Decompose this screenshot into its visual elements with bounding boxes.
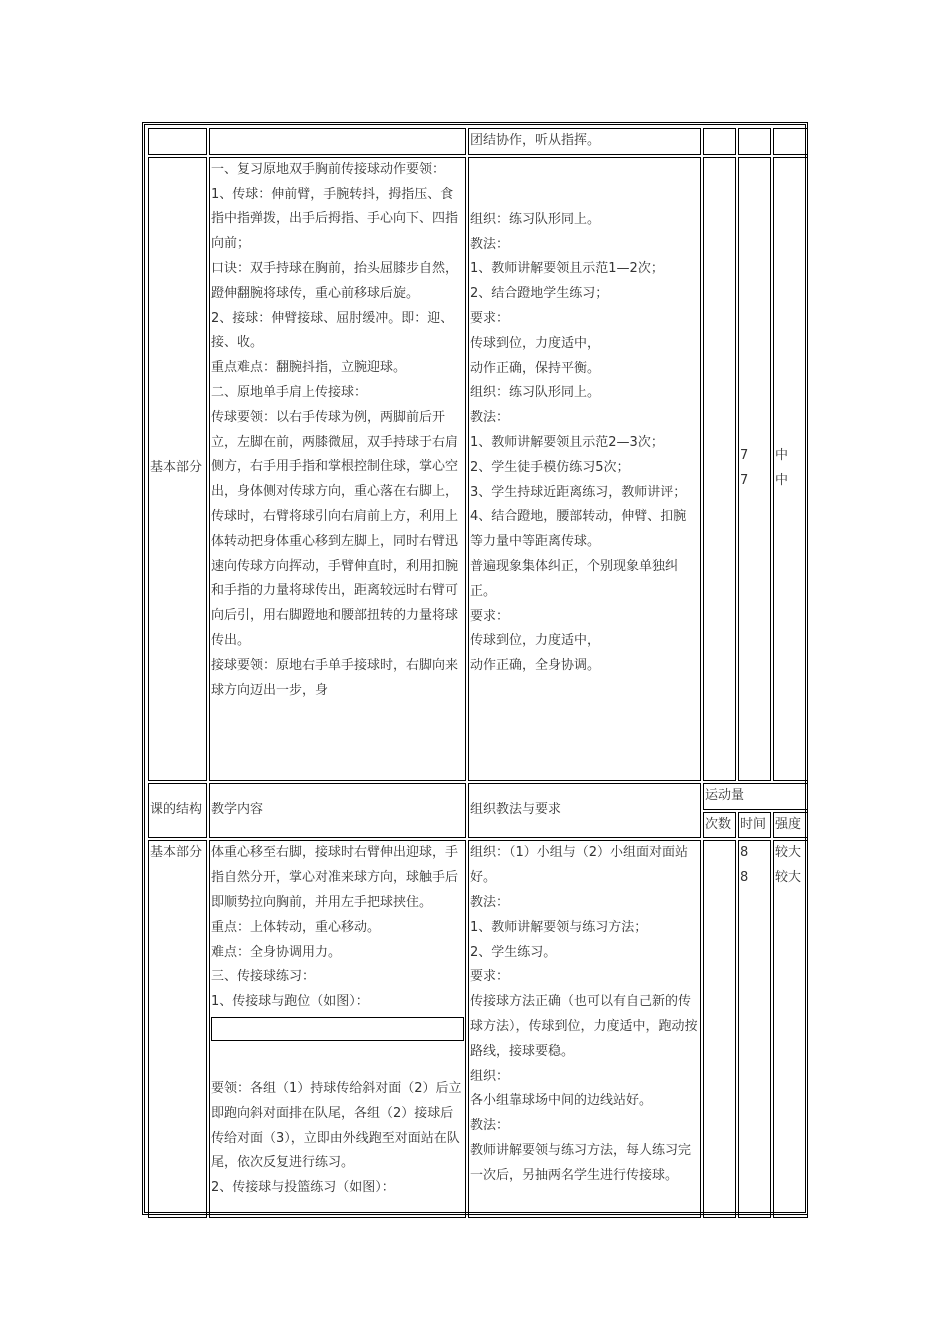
time-value: 7 xyxy=(740,472,749,488)
method-line: 要求： xyxy=(470,310,510,326)
header-content xyxy=(209,783,466,839)
intensity-cell xyxy=(773,840,808,1218)
table-row-section2 xyxy=(148,840,808,1218)
time-value: 7 xyxy=(740,448,749,463)
content-line: 二、原地单手肩上传接球： xyxy=(211,384,368,400)
header-structure xyxy=(148,783,207,839)
structure-cell xyxy=(148,840,207,1218)
header-count xyxy=(703,812,736,839)
method-line: 传球到位，力度适中， xyxy=(470,633,601,649)
content-cell-empty xyxy=(209,128,466,155)
time-value: 8 xyxy=(740,845,749,861)
method-line: 动作正确，保持平衡。 xyxy=(470,360,601,376)
content-line: 重点：上体转动，重心移动。 xyxy=(211,919,381,935)
method-cell xyxy=(468,840,701,1218)
content-cell xyxy=(209,840,466,1218)
method-line: 组织：练习队形同上。 xyxy=(470,211,601,227)
content-line: 难点：全身协调用力。 xyxy=(211,944,342,960)
content-line: 体重心移至右脚，接球时右臂伸出迎球，手指自然分开，掌心对准来球方向，球触手后即顺势拉向胸前，并用左手把球挟住。 xyxy=(211,845,459,910)
content-line: 接球要领：原地右手单手接球时，右脚向来球方向迈出一步，身 xyxy=(211,657,459,698)
content-cell xyxy=(209,157,466,781)
structure-cell-empty xyxy=(148,128,207,155)
method-line: 教法： xyxy=(470,1118,510,1134)
intensity-cell xyxy=(773,157,808,781)
count-cell xyxy=(703,128,736,155)
content-line: 要领：各组（1）持球传给斜对面（2）后立即跑向斜对面排在队尾，各组（2）接球后传给对面（3），立即由外线跑至对面站在队尾，依次反复进行练习。 xyxy=(211,1080,462,1171)
time-value: 8 xyxy=(740,870,749,886)
method-line: 1、教师讲解要领与练习方法； xyxy=(470,919,648,935)
content-line: 重点难点：翻腕抖指，立腕迎球。 xyxy=(211,360,407,376)
content-line: 三、传接球练习： xyxy=(211,969,316,985)
method-line: 教法： xyxy=(470,236,510,252)
header-count-label: 次数 xyxy=(705,816,732,832)
method-line: 2、学生练习。 xyxy=(470,944,557,960)
method-line: 动作正确，全身协调。 xyxy=(470,658,601,674)
intensity-value: 中 xyxy=(775,472,789,488)
method-line: 教师讲解要领与练习方法，每人练习完一次后，另抽两名学生进行传接球。 xyxy=(470,1142,692,1183)
spacer xyxy=(211,1043,464,1077)
method-line: 1、教师讲解要领且示范1—2次； xyxy=(470,261,664,277)
method-line: 普遍现象集体纠正，个别现象单独纠正。 xyxy=(470,558,679,599)
content-line: 口诀：双手持球在胸前，抬头屈膝步自然，蹬伸翻腕将球传，重心前移球后旋。 xyxy=(211,260,459,301)
content-line: 1、传球：伸前臂，手腕转抖，拇指压、食指中指弹拨，出手后拇指、手心向下、四指向前； xyxy=(211,186,459,252)
table-row-section1 xyxy=(148,157,808,781)
header-method xyxy=(468,783,701,839)
method-text: 团结协作，听从指挥。 xyxy=(470,133,601,148)
method-line: 3、学生持球近距离练习，教师讲评； xyxy=(470,484,687,500)
method-line: 教法： xyxy=(470,410,510,426)
method-line: 2、学生徒手模仿练习5次； xyxy=(470,459,630,475)
header-load-label: 运动量 xyxy=(705,787,745,803)
content-line: 2、接球：伸臂接球、屈肘缓冲。即：迎、接、收。 xyxy=(211,310,454,351)
content-line: 1、传接球与跑位（如图）： xyxy=(211,994,369,1010)
content-line: 一、复习原地双手胸前传接球动作要领： xyxy=(211,161,446,177)
method-cell xyxy=(468,128,701,155)
header-intensity-label: 强度 xyxy=(775,816,802,832)
method-line: 要求： xyxy=(470,969,510,985)
intensity-value: 中 xyxy=(775,448,789,463)
time-cell xyxy=(738,840,771,1218)
header-time xyxy=(738,812,771,839)
header-time-label: 时间 xyxy=(740,816,767,832)
method-line: 4、结合蹬地，腰部转动，伸臂、扣腕等力量中等距离传球。 xyxy=(470,509,687,550)
method-line: 组织：练习队形同上。 xyxy=(470,385,601,401)
method-line: 1、教师讲解要领且示范2—3次； xyxy=(470,434,664,450)
lesson-plan-table xyxy=(146,126,810,1220)
content-line: 2、传接球与投篮练习（如图）： xyxy=(211,1180,395,1196)
intensity-cell xyxy=(773,128,808,155)
diagram-placeholder-box xyxy=(211,1017,464,1041)
method-line: 传接球方法正确（也可以有自己新的传球方法），传球到位，力度适中，跑动按路线，接球要稳。 xyxy=(470,994,698,1059)
content-line: 传球要领：以右手传球为例，两脚前后开立，左脚在前，两膝微屈，双手持球于右肩侧方，右手用手指和掌根控制住球，掌心空出，身体侧对传球方向，重心落在右脚上，传球时，右臂将球引向右肩前上方，利用上体转动把身体重心移到左脚上，同时右臂迅速向传球方向挥动，手臂伸直时，利用扣腕和手指的力量将球传出，距离较远时右臂可向后引，用右脚蹬地和腰部扭转的力量将球传出。 xyxy=(211,409,459,648)
intensity-value: 较大 xyxy=(775,845,802,861)
method-line: 各小组靠球场中间的边线站好。 xyxy=(470,1093,653,1109)
method-line: 2、结合蹬地学生练习； xyxy=(470,286,609,302)
header-load xyxy=(703,783,808,810)
intensity-value: 较大 xyxy=(775,870,802,886)
header-content-label: 教学内容 xyxy=(211,802,264,818)
header-structure-label: 课的结构 xyxy=(150,802,203,818)
header-intensity xyxy=(773,812,808,839)
count-cell xyxy=(703,157,736,781)
method-cell xyxy=(468,157,701,781)
time-cell xyxy=(738,157,771,781)
header-row-1 xyxy=(148,783,808,810)
time-cell xyxy=(738,128,771,155)
structure-label: 基本部分 xyxy=(150,460,203,476)
method-line: 组织：（1）小组与（2）小组面对面站好。 xyxy=(470,845,689,886)
count-cell xyxy=(703,840,736,1218)
method-line: 传球到位，力度适中， xyxy=(470,335,601,351)
structure-cell xyxy=(148,157,207,781)
method-line: 要求： xyxy=(470,608,510,624)
table-row-top xyxy=(148,128,808,155)
method-line: 组织： xyxy=(470,1068,510,1084)
header-method-label: 组织教法与要求 xyxy=(470,802,562,818)
structure-label: 基本部分 xyxy=(150,845,203,861)
method-line: 教法： xyxy=(470,894,510,910)
